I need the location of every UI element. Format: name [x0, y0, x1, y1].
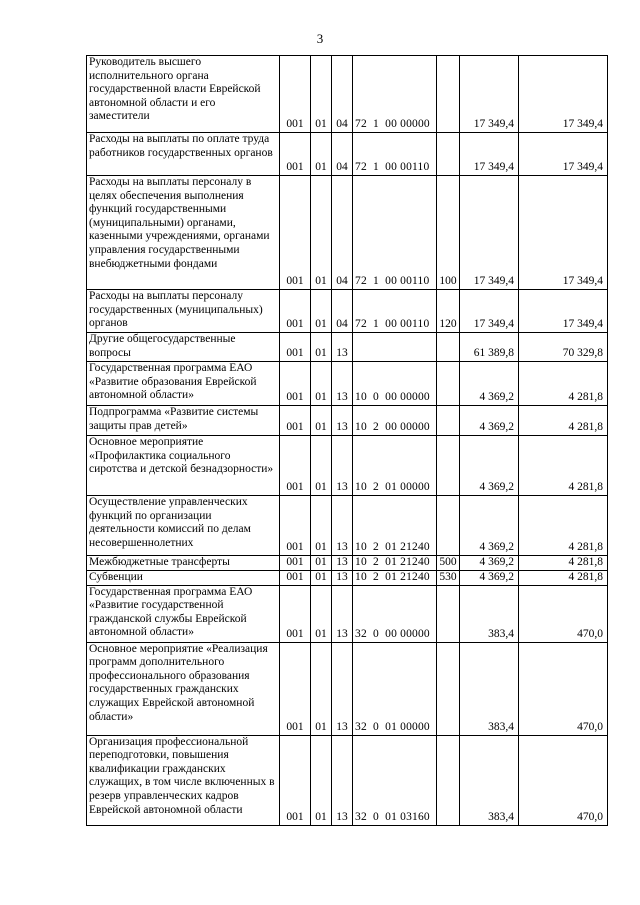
sum-year-1: 17 349,4	[460, 56, 519, 133]
subsection-code: 04	[332, 56, 353, 133]
expense-type-code: 500	[437, 556, 460, 571]
subsection-code: 13	[332, 642, 353, 735]
section-code: 01	[311, 642, 332, 735]
row-name: Другие общегосударственные вопросы	[87, 333, 280, 362]
sum-year-1: 4 369,2	[460, 496, 519, 556]
sum-year-1: 17 349,4	[460, 290, 519, 333]
table-row	[87, 333, 608, 362]
target-article-code: 10 2 01 21240	[353, 496, 437, 556]
table-row	[87, 642, 608, 735]
ministry-code: 001	[280, 362, 311, 406]
sum-year-2: 4 281,8	[519, 436, 608, 496]
table-row	[87, 436, 608, 496]
target-article-code: 10 2 01 21240	[353, 570, 437, 585]
target-article-code: 10 2 01 21240	[353, 556, 437, 571]
table-row	[87, 556, 608, 571]
target-article-code: 32 0 00 00000	[353, 585, 437, 642]
subsection-code: 04	[332, 133, 353, 176]
sum-year-1: 17 349,4	[460, 176, 519, 290]
ministry-code: 001	[280, 436, 311, 496]
section-code: 01	[311, 585, 332, 642]
row-name: Государственная программа ЕАО «Развитие образования Еврейской автономной области»	[87, 362, 280, 406]
expense-type-code	[437, 406, 460, 436]
subsection-code: 13	[332, 585, 353, 642]
sum-year-1: 4 369,2	[460, 570, 519, 585]
ministry-code: 001	[280, 176, 311, 290]
ministry-code: 001	[280, 133, 311, 176]
sum-year-1: 4 369,2	[460, 436, 519, 496]
expense-type-code	[437, 585, 460, 642]
row-name: Субвенции	[87, 570, 280, 585]
sum-year-1: 383,4	[460, 735, 519, 825]
sum-year-1: 17 349,4	[460, 133, 519, 176]
section-code: 01	[311, 556, 332, 571]
row-name: Осуществление управленческих функций по организации деятельности комиссий по делам несовершеннолетних	[87, 496, 280, 556]
ministry-code: 001	[280, 406, 311, 436]
row-name: Расходы на выплаты персоналу государственных (муниципальных) органов	[87, 290, 280, 333]
row-name: Основное мероприятие «Профилактика социального сиротства и детской безнадзорности»	[87, 436, 280, 496]
sum-year-2: 4 281,8	[519, 362, 608, 406]
sum-year-1: 4 369,2	[460, 406, 519, 436]
section-code: 01	[311, 436, 332, 496]
sum-year-2: 4 281,8	[519, 496, 608, 556]
section-code: 01	[311, 406, 332, 436]
ministry-code: 001	[280, 585, 311, 642]
table-row	[87, 362, 608, 406]
sum-year-2: 4 281,8	[519, 570, 608, 585]
sum-year-2: 17 349,4	[519, 290, 608, 333]
section-code: 01	[311, 133, 332, 176]
subsection-code: 04	[332, 290, 353, 333]
expense-type-code: 530	[437, 570, 460, 585]
expense-type-code	[437, 496, 460, 556]
subsection-code: 13	[332, 570, 353, 585]
table-row	[87, 496, 608, 556]
ministry-code: 001	[280, 570, 311, 585]
subsection-code: 13	[332, 362, 353, 406]
subsection-code: 13	[332, 406, 353, 436]
target-article-code: 32 0 01 00000	[353, 642, 437, 735]
table-row	[87, 290, 608, 333]
table-row	[87, 56, 608, 133]
target-article-code	[353, 333, 437, 362]
sum-year-2: 4 281,8	[519, 406, 608, 436]
expense-type-code: 120	[437, 290, 460, 333]
target-article-code: 72 1 00 00000	[353, 56, 437, 133]
section-code: 01	[311, 56, 332, 133]
subsection-code: 13	[332, 436, 353, 496]
sum-year-2: 470,0	[519, 735, 608, 825]
sum-year-1: 61 389,8	[460, 333, 519, 362]
sum-year-2: 470,0	[519, 585, 608, 642]
sum-year-2: 17 349,4	[519, 56, 608, 133]
expense-type-code: 100	[437, 176, 460, 290]
target-article-code: 10 2 01 00000	[353, 436, 437, 496]
row-name: Организация профессиональной переподготовки, повышения квалификации гражданских служащих, в том числе включенных в резерв управленческих кадров Еврейской автономной области	[87, 735, 280, 825]
row-name: Расходы на выплаты по оплате труда работников государственных органов	[87, 133, 280, 176]
target-article-code: 72 1 00 00110	[353, 290, 437, 333]
expense-type-code	[437, 333, 460, 362]
section-code: 01	[311, 290, 332, 333]
section-code: 01	[311, 735, 332, 825]
sum-year-2: 17 349,4	[519, 176, 608, 290]
sum-year-1: 4 369,2	[460, 556, 519, 571]
expense-type-code	[437, 133, 460, 176]
row-name: Государственная программа ЕАО «Развитие государственной гражданской службы Еврейской автономной области»	[87, 585, 280, 642]
row-name: Межбюджетные трансферты	[87, 556, 280, 571]
budget-table	[86, 55, 608, 826]
subsection-code: 13	[332, 496, 353, 556]
table-row	[87, 735, 608, 825]
subsection-code: 13	[332, 735, 353, 825]
expense-type-code	[437, 735, 460, 825]
target-article-code: 72 1 00 00110	[353, 133, 437, 176]
table-row	[87, 585, 608, 642]
ministry-code: 001	[280, 642, 311, 735]
subsection-code: 04	[332, 176, 353, 290]
row-name: Основное мероприятие «Реализация программ дополнительного профессионального образования государственных гражданских служащих Еврейской автономной области»	[87, 642, 280, 735]
section-code: 01	[311, 176, 332, 290]
expense-type-code	[437, 56, 460, 133]
sum-year-1: 4 369,2	[460, 362, 519, 406]
target-article-code: 72 1 00 00110	[353, 176, 437, 290]
section-code: 01	[311, 496, 332, 556]
ministry-code: 001	[280, 556, 311, 571]
row-name: Подпрограмма «Развитие системы защиты прав детей»	[87, 406, 280, 436]
section-code: 01	[311, 570, 332, 585]
table-row	[87, 406, 608, 436]
target-article-code: 32 0 01 03160	[353, 735, 437, 825]
row-name: Руководитель высшего исполнительного органа государственной власти Еврейской автономной области и его заместители	[87, 56, 280, 133]
table-row	[87, 133, 608, 176]
sum-year-2: 70 329,8	[519, 333, 608, 362]
sum-year-2: 4 281,8	[519, 556, 608, 571]
table-row	[87, 176, 608, 290]
sum-year-2: 470,0	[519, 642, 608, 735]
expense-type-code	[437, 362, 460, 406]
sum-year-2: 17 349,4	[519, 133, 608, 176]
ministry-code: 001	[280, 735, 311, 825]
ministry-code: 001	[280, 496, 311, 556]
sum-year-1: 383,4	[460, 585, 519, 642]
ministry-code: 001	[280, 290, 311, 333]
sum-year-1: 383,4	[460, 642, 519, 735]
table-row	[87, 570, 608, 585]
ministry-code: 001	[280, 56, 311, 133]
subsection-code: 13	[332, 333, 353, 362]
page-number: 3	[316, 31, 324, 46]
target-article-code: 10 0 00 00000	[353, 362, 437, 406]
section-code: 01	[311, 333, 332, 362]
ministry-code: 001	[280, 333, 311, 362]
section-code: 01	[311, 362, 332, 406]
expense-type-code	[437, 642, 460, 735]
target-article-code: 10 2 00 00000	[353, 406, 437, 436]
row-name: Расходы на выплаты персоналу в целях обеспечения выполнения функций государственными (муниципальными) органами, казенными учреждениями, органами управления государственными внебюджетными фондами	[87, 176, 280, 290]
subsection-code: 13	[332, 556, 353, 571]
expense-type-code	[437, 436, 460, 496]
